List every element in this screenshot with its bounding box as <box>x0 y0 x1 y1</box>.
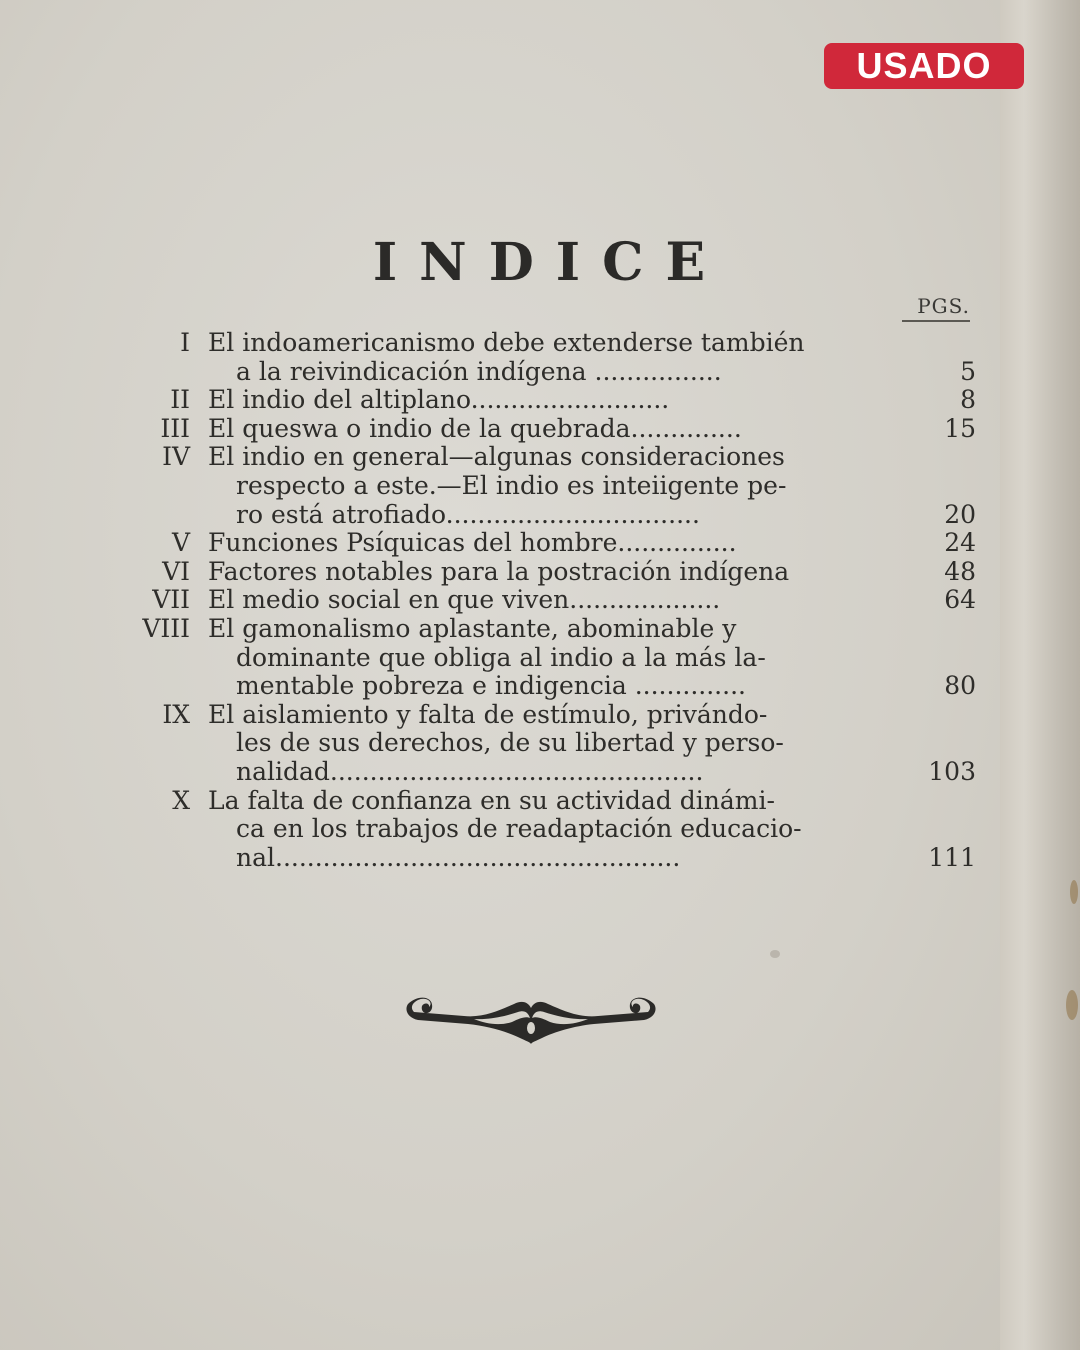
toc-entry-title-line: a la reivindicación indígena ................ <box>236 356 722 386</box>
toc-entry-title-line: Funciones Psíquicas del hombre............... <box>208 528 737 558</box>
toc-entry-page-number: 8 <box>960 385 976 415</box>
toc-entry-page-number: 15 <box>944 413 976 443</box>
toc-entry-page-number: 5 <box>960 356 976 386</box>
paper-stain <box>1070 880 1078 904</box>
toc-entry-title-line: La falta de confianza en su actividad dinámi- <box>208 785 775 815</box>
toc-entry-page-number: 111 <box>928 842 976 872</box>
toc-entry-title-line: El indoamericanismo debe extenderse también <box>208 328 805 357</box>
toc-entry-numeral: VI <box>162 556 190 586</box>
toc-entry-title-line: El gamonalismo aplastante, abominable y <box>208 614 737 643</box>
toc-entry-numeral: X <box>172 785 190 815</box>
toc-entry-title-line: El medio social en que viven................... <box>208 585 721 615</box>
toc-entry-title-line: Factores notables para la postración indígena <box>208 556 790 586</box>
fleuron-ornament-icon <box>404 990 658 1046</box>
toc-entry-title-line: El queswa o indio de la quebrada.............. <box>208 413 742 443</box>
toc-entry-page-number: 20 <box>944 499 976 529</box>
toc-entry-title-line: nal................................................... <box>236 842 681 872</box>
toc-entry-page-number: 103 <box>928 757 976 786</box>
toc-entry-numeral: I <box>180 328 190 357</box>
toc-entry-page-number: 24 <box>944 528 976 558</box>
toc-entry-title-line: respecto a este.—El indio es inteiigente pe- <box>236 471 787 500</box>
toc-entry-title-line: nalidad............................................... <box>236 757 704 786</box>
toc-entry-numeral: IX <box>162 699 190 729</box>
toc-entry-numeral: V <box>171 528 190 558</box>
toc-entry-title-line: mentable pobreza e indigencia .............. <box>236 671 746 701</box>
toc-entry-numeral: II <box>170 385 190 415</box>
toc-entry-page-number: 48 <box>944 556 976 586</box>
page-edge <box>1000 0 1080 1350</box>
toc-entry-title-line: El indio en general—algunas consideraciones <box>208 442 785 472</box>
toc-entry-numeral: III <box>160 413 190 443</box>
toc-entry-title-line: ca en los trabajos de readaptación educacio- <box>236 814 802 844</box>
toc-entry-numeral: IV <box>162 442 190 472</box>
toc-entry-page-number: 64 <box>944 585 976 615</box>
toc-entry-title-line: El indio del altiplano......................... <box>208 385 670 415</box>
toc-entry-title-line: ro está atrofiado................................ <box>236 499 700 529</box>
toc-entry-numeral: VII <box>152 585 190 615</box>
toc-entry-title-line: dominante que obliga al indio a la más la- <box>236 642 766 672</box>
toc-entry-title-line: les de sus derechos, de su libertad y perso- <box>236 728 784 758</box>
toc-entry-title-line: El aislamiento y falta de estímulo, privándo- <box>208 699 768 729</box>
pages-column-header: PGS. <box>902 294 970 322</box>
paper-stain <box>1066 990 1078 1020</box>
used-badge: USADO <box>824 43 1024 89</box>
page-title: INDICE <box>372 232 728 293</box>
toc-entry-numeral: VIII <box>142 614 190 643</box>
toc-entry-page-number: 80 <box>944 671 976 701</box>
